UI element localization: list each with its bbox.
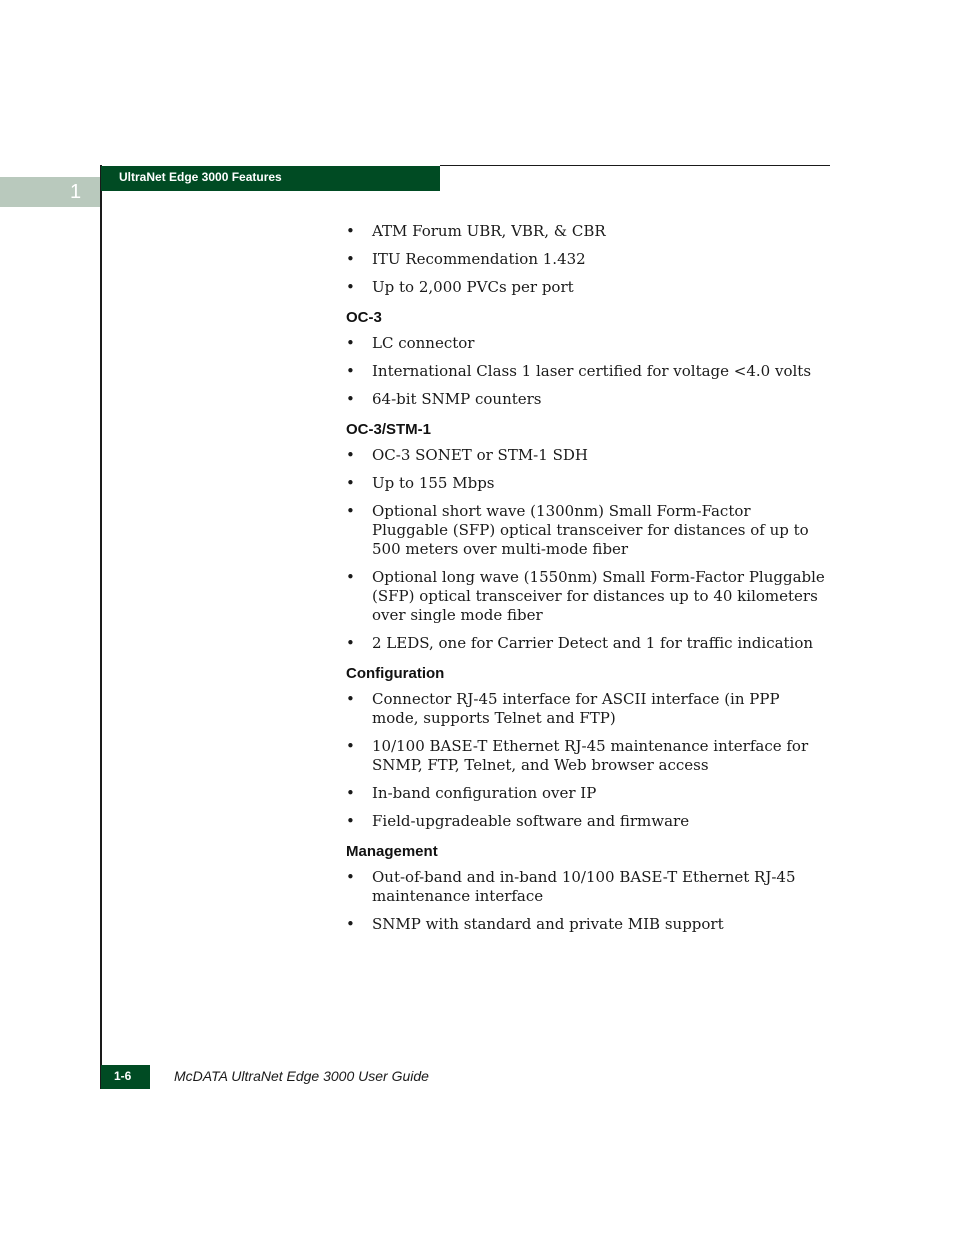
list-item: • In-band configuration over IP bbox=[346, 784, 826, 803]
list-item: • Connector RJ-45 interface for ASCII interface (in PPP mode, supports Telnet and FTP) bbox=[346, 690, 826, 728]
list-item: • Up to 155 Mbps bbox=[346, 474, 826, 493]
footer-title: McDATA UltraNet Edge 3000 User Guide bbox=[174, 1068, 429, 1084]
page-content bbox=[346, 222, 826, 943]
list-item: • Up to 2,000 PVCs per port bbox=[346, 278, 826, 297]
list-item: • Optional long wave (1550nm) Small Form-Factor Pluggable (SFP) optical transceiver for distances up to 40 kilometers over single mode fiber bbox=[346, 568, 826, 625]
bullet-list bbox=[346, 334, 826, 409]
list-item: • ITU Recommendation 1.432 bbox=[346, 250, 826, 269]
section-management bbox=[346, 843, 826, 934]
bullet-list bbox=[346, 868, 826, 934]
bullet-list bbox=[346, 222, 826, 297]
running-header-title: UltraNet Edge 3000 Features bbox=[119, 170, 282, 184]
bullet-list bbox=[346, 446, 826, 653]
section-oc3-stm1 bbox=[346, 421, 826, 653]
section-heading: OC-3/STM-1 bbox=[346, 421, 432, 438]
list-item: • Optional short wave (1300nm) Small Form-Factor Pluggable (SFP) optical transceiver for distances of up to 500 meters over multi-mode fiber bbox=[346, 502, 826, 559]
section-configuration bbox=[346, 665, 826, 831]
section-heading: Configuration bbox=[346, 665, 445, 682]
list-item: • LC connector bbox=[346, 334, 826, 353]
list-item: • OC-3 SONET or STM-1 SDH bbox=[346, 446, 826, 465]
list-item: • ATM Forum UBR, VBR, & CBR bbox=[346, 222, 826, 241]
chapter-tab bbox=[0, 177, 100, 207]
list-item: • Out-of-band and in-band 10/100 BASE-T Ethernet RJ-45 maintenance interface bbox=[346, 868, 826, 906]
left-margin-rule bbox=[100, 165, 102, 1089]
chapter-number: 1 bbox=[70, 181, 82, 203]
bullet-list bbox=[346, 690, 826, 831]
list-item: • 2 LEDS, one for Carrier Detect and 1 for traffic indication bbox=[346, 634, 826, 653]
list-item: • 10/100 BASE-T Ethernet RJ-45 maintenance interface for SNMP, FTP, Telnet, and Web browser access bbox=[346, 737, 826, 775]
section-atm bbox=[346, 222, 826, 297]
section-heading: Management bbox=[346, 843, 438, 860]
page-number: 1-6 bbox=[114, 1069, 132, 1083]
list-item: • Field-upgradeable software and firmware bbox=[346, 812, 826, 831]
list-item: • 64-bit SNMP counters bbox=[346, 390, 826, 409]
header-rule bbox=[440, 165, 830, 166]
section-heading: OC-3 bbox=[346, 309, 382, 326]
list-item: • International Class 1 laser certified for voltage <4.0 volts bbox=[346, 362, 826, 381]
list-item: • SNMP with standard and private MIB support bbox=[346, 915, 826, 934]
section-oc3 bbox=[346, 309, 826, 409]
